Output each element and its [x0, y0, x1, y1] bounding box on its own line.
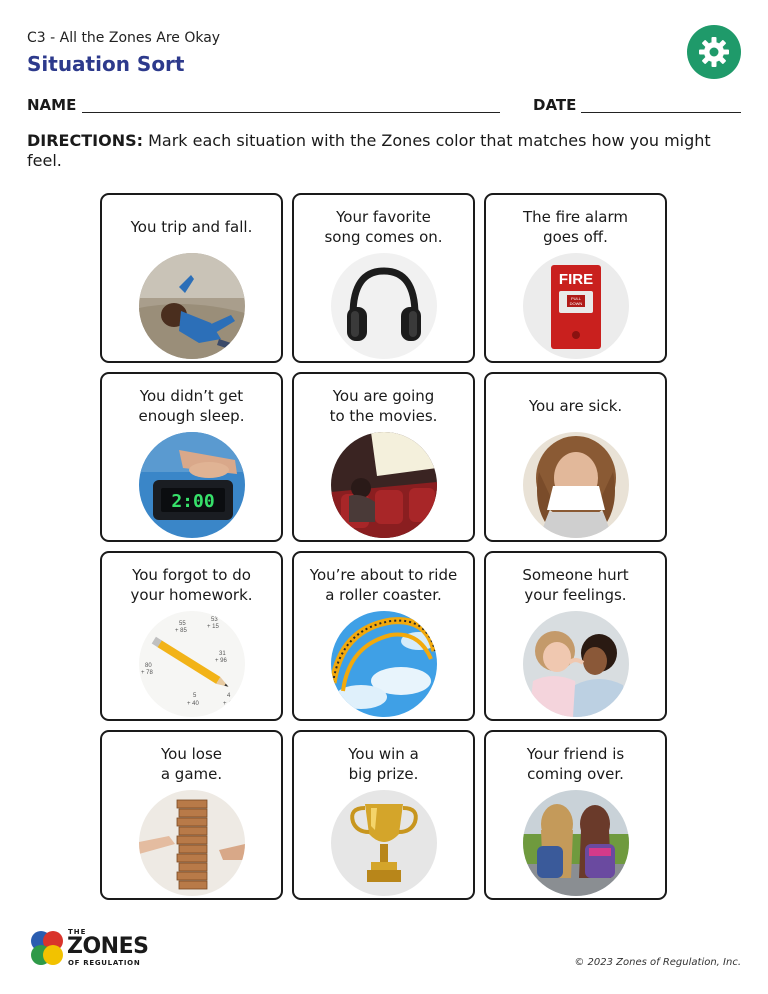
logo-of-regulation: OF REGULATION	[68, 959, 141, 967]
jenga-tower-photo	[139, 790, 245, 896]
directions-text: Mark each situation with the Zones color that matches how you might feel.	[27, 131, 711, 170]
movie-theater-photo	[331, 432, 437, 538]
homework-pencil-photo	[139, 611, 245, 717]
situation-card[interactable]	[292, 730, 475, 900]
name-field[interactable]	[82, 112, 500, 113]
worksheet-subtitle: C3 - All the Zones Are Okay	[27, 30, 221, 46]
headphones-photo	[331, 253, 437, 359]
page-title: Situation Sort	[27, 52, 185, 76]
situation-card[interactable]	[484, 730, 667, 900]
friends-backpacks-photo	[523, 790, 629, 896]
pull-label: PULL	[570, 296, 581, 301]
situation-card[interactable]	[292, 193, 475, 363]
logo-zones: ZONES	[67, 934, 149, 959]
clock-display: 2:00	[170, 491, 215, 512]
trophy-photo	[331, 790, 437, 896]
fire-label: FIRE	[558, 271, 593, 288]
down-label: DOWN	[569, 301, 582, 306]
situation-card[interactable]	[292, 551, 475, 721]
situation-card[interactable]	[100, 193, 283, 363]
situation-text: You are going to the movies.	[329, 387, 438, 425]
roller-coaster-photo	[331, 611, 437, 717]
math-problem: + 15	[206, 624, 219, 630]
sick-person-photo	[523, 432, 629, 538]
situation-text: Someone hurt your feelings.	[522, 566, 629, 604]
child-falling-photo	[139, 253, 245, 359]
logo-the: THE	[68, 928, 87, 936]
math-problem: + 40	[186, 701, 199, 707]
situation-text: Your friend is coming over.	[526, 745, 625, 783]
math-problem: 53	[210, 617, 218, 623]
name-label: NAME	[27, 96, 77, 114]
situation-text: You forgot to do your homework.	[130, 566, 253, 604]
situation-card[interactable]	[100, 551, 283, 721]
gear-icon	[687, 25, 741, 79]
whispering-kids-photo	[523, 611, 629, 717]
math-problem: + 78	[140, 670, 153, 676]
math-problem: + 85	[174, 628, 187, 634]
date-label: DATE	[533, 96, 577, 114]
math-problem: + 96	[214, 658, 227, 664]
math-problem: + 4	[222, 701, 232, 707]
directions	[27, 131, 727, 171]
name-date-row	[27, 96, 741, 118]
situation-text: You win a big prize.	[348, 745, 419, 783]
fire-alarm-photo	[523, 253, 629, 359]
math-problem: 31	[218, 651, 226, 657]
situation-text: You lose a game.	[160, 745, 223, 783]
math-problem: 4	[226, 693, 230, 699]
copyright: © 2023 Zones of Regulation, Inc.	[574, 957, 741, 968]
situation-grid	[100, 193, 670, 900]
situation-card[interactable]	[100, 372, 283, 542]
situation-card[interactable]	[484, 551, 667, 721]
date-field[interactable]	[581, 112, 741, 113]
alarm-clock-photo	[139, 432, 245, 538]
situation-card[interactable]	[484, 372, 667, 542]
situation-text: The fire alarm goes off.	[522, 208, 628, 246]
situation-card[interactable]	[484, 193, 667, 363]
situation-text: You are sick.	[528, 397, 623, 415]
math-problem: 5	[192, 693, 196, 699]
situation-card[interactable]	[292, 372, 475, 542]
directions-label: DIRECTIONS:	[27, 131, 144, 150]
zones-logo	[27, 926, 157, 970]
situation-text: You didn’t get enough sleep.	[138, 387, 245, 425]
situation-text: You’re about to ride a roller coaster.	[309, 566, 458, 604]
situation-card[interactable]	[100, 730, 283, 900]
math-problem: 80	[144, 663, 152, 669]
situation-text: You trip and fall.	[130, 218, 253, 236]
situation-text: Your favorite song comes on.	[324, 208, 443, 246]
math-problem: 55	[178, 621, 186, 627]
